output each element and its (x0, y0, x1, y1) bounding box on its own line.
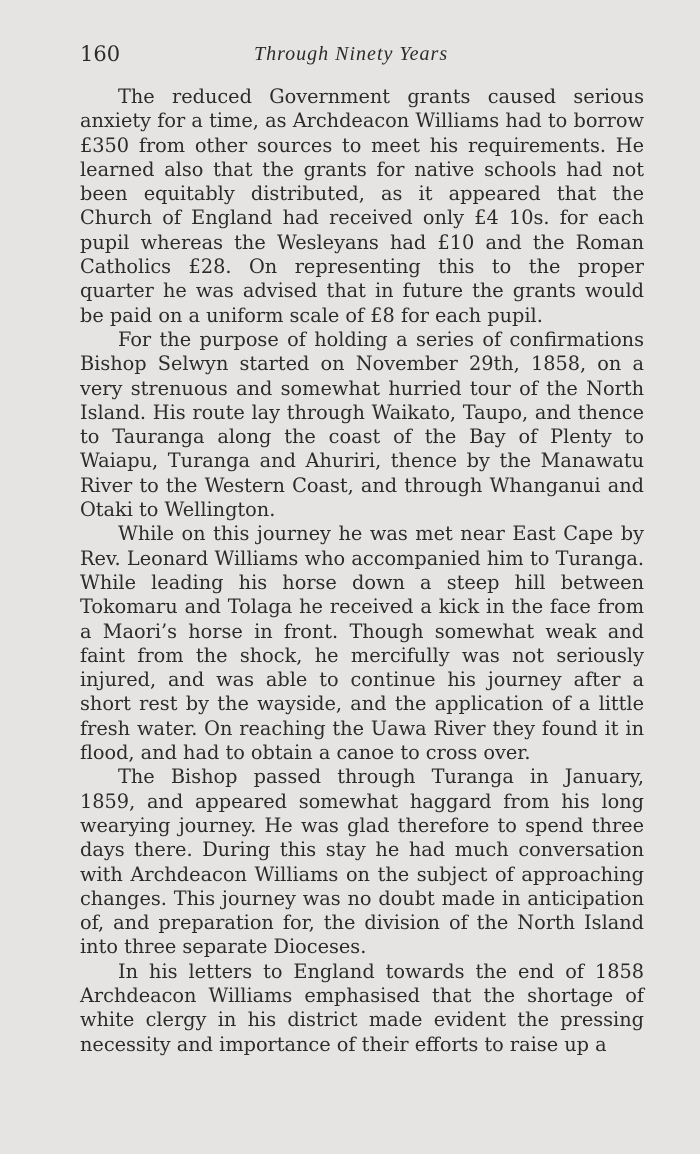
paragraph: The Bishop passed through Turanga in January, 1859, and appeared somewhat haggard from his long wearying journey. He was glad therefore to spend three days there. During this stay he had much conversation with Archdeacon Williams on the subject of approaching changes. This journey was no doubt made in anticipation of, and preparation for, the division of the North Island into three separate Dioceses. (80, 765, 644, 959)
paragraph: In his letters to England towards the end of 1858 Archdeacon Williams emphasised that the shortage of white clergy in his district made evident the pressing necessity and importance of their efforts to raise up a (80, 959, 644, 1056)
paragraph: The reduced Government grants caused serious anxiety for a time, as Archdeacon Williams had to borrow £350 from other sources to meet his requirements. He learned also that the grants for native schools had not been equitably distributed, as it appeared that the Church of England had received only £4 10s. for each pupil whereas the Wesleyans had £10 and the Roman Catholics £28. On representing this to the proper quarter he was advised that in future the grants would be paid on a uniform scale of £8 for each pupil. (80, 85, 644, 327)
paragraph: While on this journey he was met near East Cape by Rev. Leonard Williams who accompanied him to Turanga. While leading his horse down a steep hill between Tokomaru and Tolaga he received a kick in the face from a Maori’s horse in front. Though somewhat weak and faint from the shock, he mercifully was not seriously injured, and was able to continue his journey after a short rest by the wayside, and the application of a little fresh water. On reaching the Uawa River they found it in flood, and had to obtain a canoe to cross over. (80, 522, 644, 765)
body-text (80, 85, 644, 1057)
running-head (80, 42, 644, 72)
page-number: 160 (80, 42, 121, 66)
paragraph: For the purpose of holding a series of confirmations Bishop Selwyn started on November 29th, 1858, on a very strenuous and somewhat hurried tour of the North Island. His route lay through Waikato, Taupo, and thence to Tauranga along the coast of the Bay of Plenty to Waiapu, Turanga and Ahuriri, thence by the Manawatu River to the Western Coast, and through Whanganui and Otaki to Wellington. (80, 327, 644, 522)
book-title: Through Ninety Years (254, 43, 449, 65)
